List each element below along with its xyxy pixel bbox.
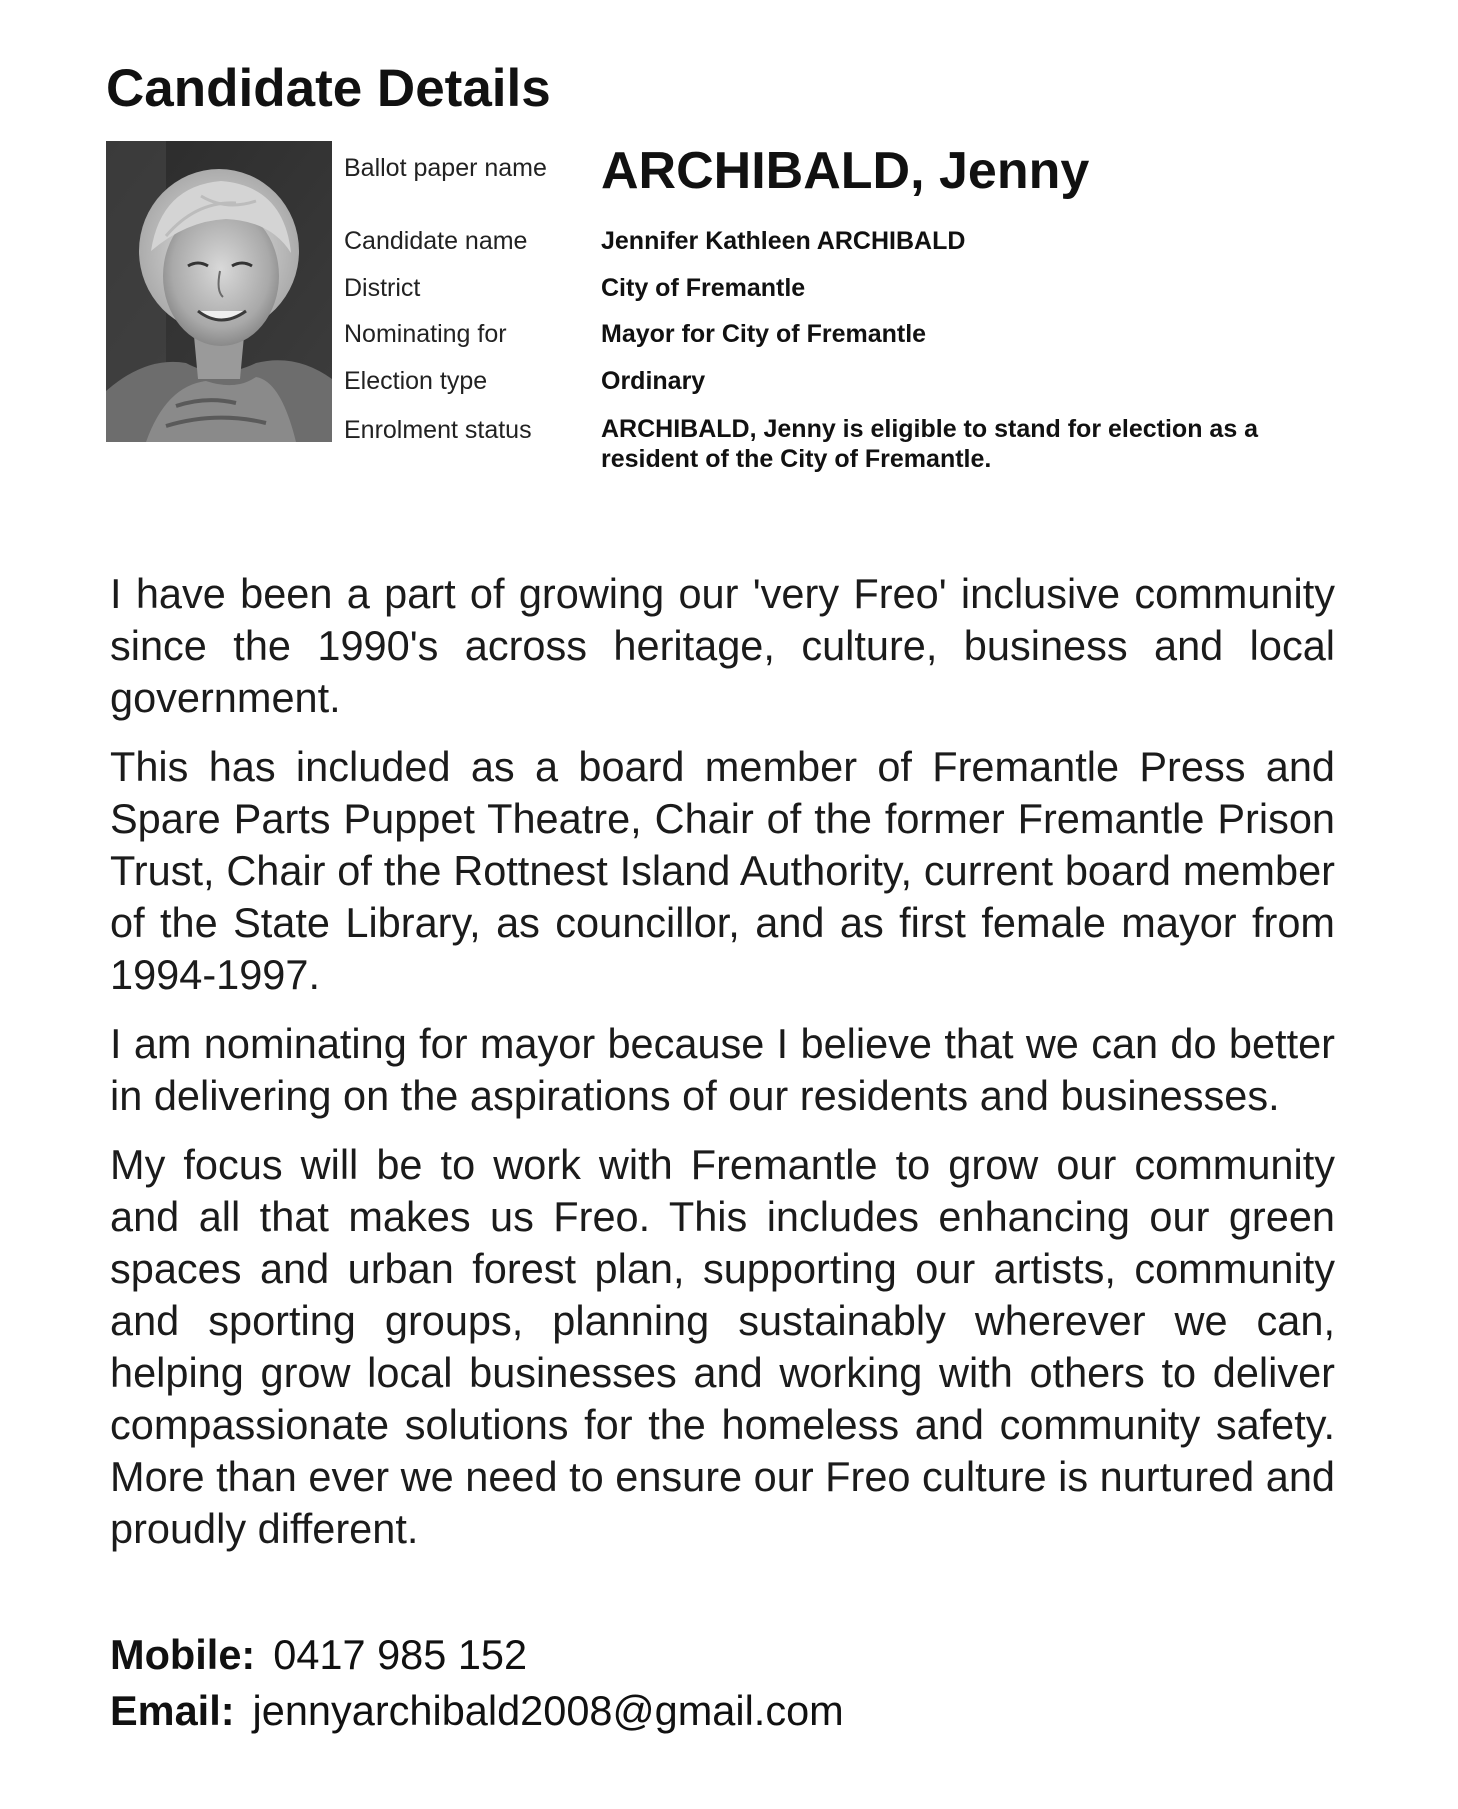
candidate-statement [110, 568, 1335, 1572]
candidate-name-value: Jennifer Kathleen ARCHIBALD [601, 227, 966, 255]
enrolment-status-value: ARCHIBALD, Jenny is eligible to stand for election as a resident of the City of Fremantle. [601, 415, 1259, 473]
enrolment-status-label: Enrolment status [344, 416, 532, 444]
ballot-name-value: ARCHIBALD, Jenny [601, 142, 1090, 200]
email-value[interactable]: jennyarchibald2008@gmail.com [252, 1687, 844, 1734]
nominating-for-label: Nominating for [344, 320, 507, 348]
mobile-value: 0417 985 152 [273, 1631, 528, 1678]
page-title: Candidate Details [106, 59, 551, 118]
candidate-photo [106, 141, 332, 442]
district-value: City of Fremantle [601, 274, 806, 302]
mobile-label: Mobile: [110, 1631, 256, 1678]
portrait-image [106, 141, 332, 442]
nominating-for-value: Mayor for City of Fremantle [601, 320, 927, 348]
election-type-value: Ordinary [601, 367, 706, 395]
statement-paragraph: This has included as a board member of Fremantle Press and Spare Parts Puppet Theatre, Chair of the former Fremantle Prison Trust, Chair of the Rottnest Island Authority, current board member of the State Library, as councillor, and as first female mayor from 1994-1997. [110, 743, 1335, 998]
mobile-line [110, 1627, 844, 1683]
candidate-name-label: Candidate name [344, 227, 528, 255]
email-label: Email: [110, 1687, 235, 1734]
election-type-label: Election type [344, 367, 488, 395]
statement-paragraph: I have been a part of growing our 'very Freo' inclusive community since the 1990's across heritage, culture, business and local government. [110, 570, 1335, 721]
contact-details [110, 1627, 844, 1739]
statement-paragraph: I am nominating for mayor because I believe that we can do better in delivering on the aspirations of our residents and businesses. [110, 1020, 1335, 1119]
district-label: District [344, 274, 421, 302]
email-line [110, 1683, 844, 1739]
ballot-name-label: Ballot paper name [344, 154, 547, 182]
statement-paragraph: My focus will be to work with Fremantle to grow our community and all that makes us Freo. This includes enhancing our green spaces and urban forest plan, supporting our artists, community and sporting groups, planning sustainably wherever we can, helping grow local businesses and working with others to deliver compassionate solutions for the homeless and community safety. More than ever we need to ensure our Freo culture is nurtured and proudly different. [110, 1141, 1335, 1552]
